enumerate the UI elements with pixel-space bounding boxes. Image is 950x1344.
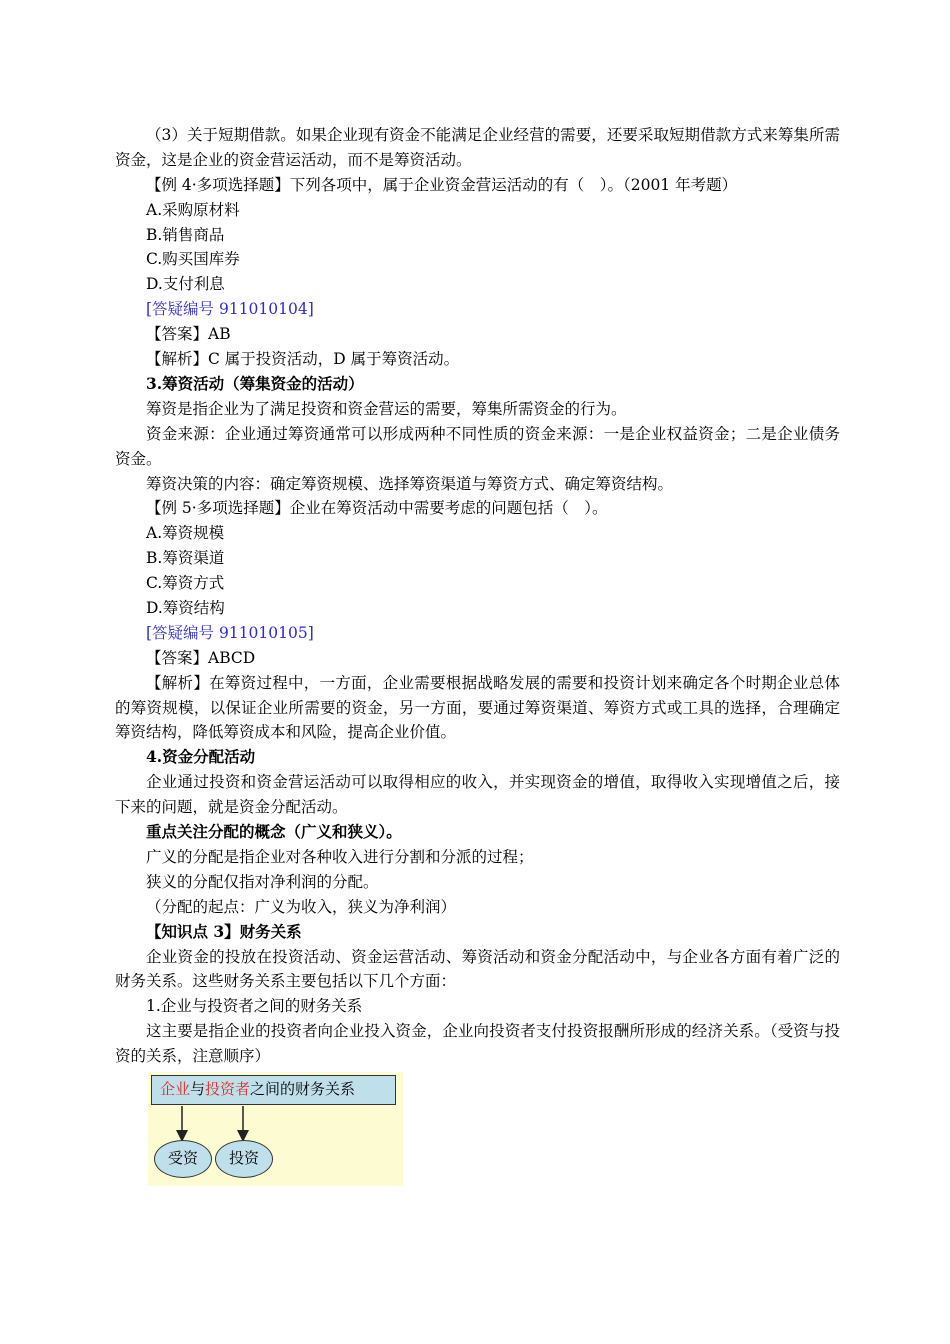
example-4-option-a: A.采购原材料 [146,200,240,219]
heading-distribution-activity: 4.资金分配活动 [146,747,256,767]
example-5-question: 【例 5·多项选择题】企业在筹资活动中需要考虑的问题包括（ ）。 [146,499,608,518]
distribution-broad: 广义的分配是指企业对各种收入进行分割和分派的过程； [146,847,534,866]
example-5-explanation: 【解析】在筹资过程中，一方面，企业需要根据战略发展的需要和投资计划来确定各个时期企业总体的筹资规模，以保证企业所需要的资金，另一方面，要通过筹资渠道、筹资方式或工具的选择，合理确定筹资结构，降低筹资成本和风险，提高企业价值。 [115,673,840,742]
financing-decision: 筹资决策的内容：确定筹资规模、选择筹资渠道与筹资方式、确定筹资结构。 [146,474,674,493]
example-4-explanation: 【解析】C 属于投资活动，D 属于筹资活动。 [146,350,460,369]
paragraph-short-term-loan: （3）关于短期借款。如果企业现有资金不能满足企业经营的需要，还要采取短期借款方式来筹集所需资金，这是企业的资金营运活动，而不是筹资活动。 [115,126,840,169]
diagram-title-rest: 之间的财务关系 [250,1080,356,1099]
example-5-option-b: B.筹资渠道 [146,549,225,568]
node-invest: 投资 [215,1140,273,1178]
diagram-title-and: 与 [190,1080,206,1099]
diagram-title-enterprise: 企业 [160,1080,191,1099]
example-4-question-id-link[interactable]: [答疑编号 911010104] [146,300,314,319]
node-receive-investment: 受资 [154,1140,212,1178]
financing-definition: 筹资是指企业为了满足投资和资金营运的需要，筹集所需资金的行为。 [146,399,627,418]
distribution-start-point: （分配的起点：广义为收入，狭义为净利润） [146,897,457,916]
relation-1-heading: 1.企业与投资者之间的财务关系 [146,997,363,1016]
document-page [115,123,840,1186]
example-4-option-d: D.支付利息 [146,275,225,294]
example-4-question: 【例 4·多项选择题】下列各项中，属于企业资金营运活动的有（ ）。（2001 年考题） [146,175,738,194]
distribution-text: 企业通过投资和资金营运活动可以取得相应的收入，并实现资金的增值，取得收入实现增值之后，接下来的问题，就是资金分配活动。 [115,773,840,817]
example-5-option-a: A.筹资规模 [146,524,225,543]
financing-sources: 资金来源：企业通过筹资通常可以形成两种不同性质的资金来源：一是企业权益资金；二是企业债务资金。 [115,424,840,468]
diagram-title-investor: 投资者 [205,1080,251,1099]
distribution-focus: 重点关注分配的概念（广义和狭义）。 [146,822,402,842]
distribution-narrow: 狭义的分配仅指对净利润的分配。 [146,872,379,891]
example-4-answer: 【答案】AB [146,325,231,344]
example-4-option-c: C.购买国库券 [146,250,240,269]
example-5-answer: 【答案】ABCD [146,648,256,667]
heading-financing-activity: 3.筹资活动（筹集资金的活动） [146,373,364,393]
example-4-option-b: B.销售商品 [146,225,225,244]
knowledge-point-3-heading: 【知识点 3】财务关系 [146,921,302,941]
example-5-option-d: D.筹资结构 [146,598,225,617]
knowledge-point-3-text: 企业资金的投放在投资活动、资金运营活动、筹资活动和资金分配活动中，与企业各方面有着广泛的财务关系。这些财务关系主要包括以下几个方面： [115,947,840,991]
relation-1-text: 这主要是指企业的投资者向企业投入资金，企业向投资者支付投资报酬所形成的经济关系。（受资与投资的关系，注意顺序） [115,1022,840,1066]
example-5-question-id-link[interactable]: [答疑编号 911010105] [146,623,314,642]
example-5-option-c: C.筹资方式 [146,574,225,593]
investor-relation-diagram [148,1072,403,1186]
